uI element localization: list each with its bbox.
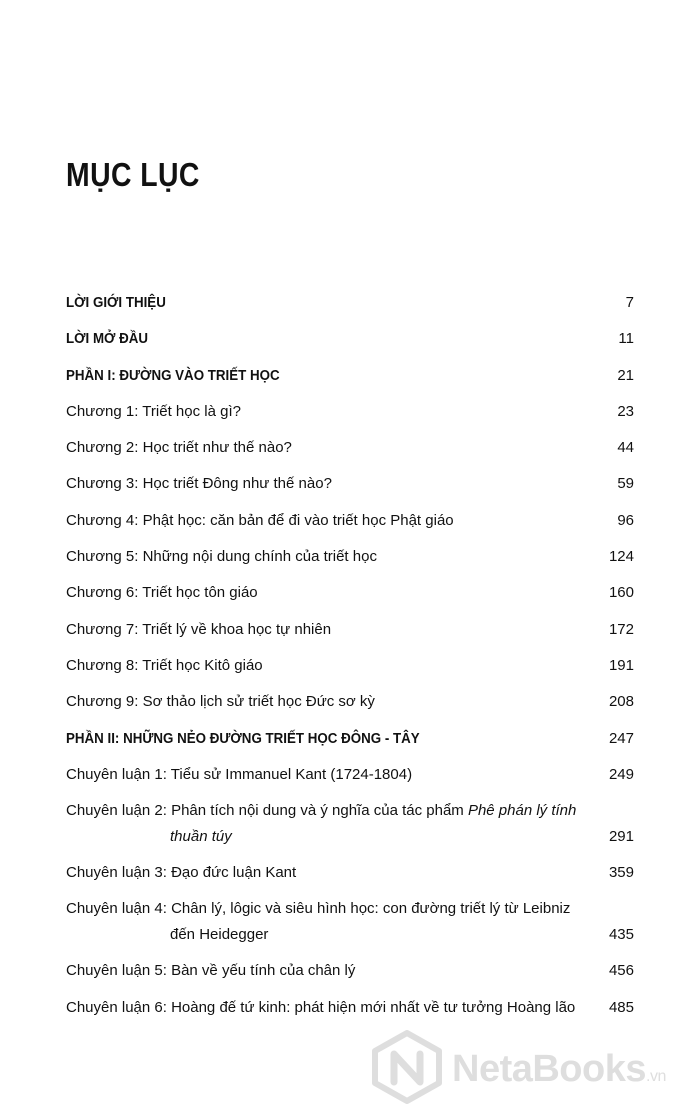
- watermark-brand: NetaBooks: [452, 1048, 646, 1090]
- toc-entry-page: 359: [608, 864, 634, 882]
- toc-entry-title: PHẦN I: ĐƯỜNG VÀO TRIẾT HỌC: [66, 367, 280, 384]
- toc-entry-preface[interactable]: [66, 329, 634, 365]
- toc-entry-title: LỜI GIỚI THIỆU: [66, 295, 166, 311]
- toc-entry-title: Chương 6: Triết học tôn giáo: [66, 584, 258, 602]
- table-of-contents: [66, 293, 634, 1034]
- toc-entry-title: Chương 5: Những nội dung chính của triết học: [66, 548, 377, 566]
- toc-entry-front-intro[interactable]: [66, 293, 634, 329]
- toc-entry-chapter-8[interactable]: [66, 656, 634, 692]
- toc-entry-page: 7: [625, 294, 634, 311]
- toc-entry-title-line1: [66, 801, 576, 821]
- toc-entry-title: Chương 2: Học triết như thế nào?: [66, 439, 292, 457]
- toc-entry-title: Chân lý, lôgic và siêu hình học: con đường triết lý từ Leibniz: [171, 900, 571, 918]
- toc-entry-chapter-1[interactable]: [66, 402, 634, 438]
- toc-entry-title: Chương 1: Triết học là gì?: [66, 402, 241, 420]
- toc-entry-page: 160: [608, 584, 634, 602]
- toc-entry-page: 435: [608, 926, 634, 944]
- toc-entry-title: Chương 4: Phật học: căn bản để đi vào triết học Phật giáo: [66, 511, 454, 529]
- watermark: [370, 1030, 700, 1110]
- page-title: MỤC LỤC: [66, 156, 200, 193]
- toc-entry-chapter-7[interactable]: [66, 620, 634, 656]
- netabooks-logo-icon: [370, 1030, 444, 1104]
- toc-entry-title-line1: [66, 899, 570, 919]
- toc-entry-page: 456: [608, 962, 634, 980]
- toc-entry-title: Chương 9: Sơ thảo lịch sử triết học Đức sơ kỳ: [66, 693, 375, 711]
- toc-entry-title-line2: thuần túy: [170, 828, 232, 846]
- toc-entry-chapter-6[interactable]: [66, 583, 634, 619]
- toc-entry-title: LỜI MỞ ĐẦU: [66, 331, 149, 348]
- toc-entry-title: Chuyên luận 1: Tiểu sử Immanuel Kant (1724-1804): [66, 765, 413, 783]
- toc-entry-title: Chương 3: Học triết Đông như thế nào?: [66, 475, 332, 493]
- toc-entry-title: PHẦN II: NHỮNG NẺO ĐƯỜNG TRIẾT HỌC ĐÔNG - TÂY: [66, 730, 420, 747]
- toc-entry-page: 247: [608, 729, 634, 747]
- toc-entry-page: 44: [617, 439, 634, 457]
- toc-entry-essay-5[interactable]: [66, 961, 634, 997]
- toc-entry-page: 21: [617, 366, 634, 384]
- toc-entry-page: 124: [608, 548, 634, 566]
- toc-entry-work-title: Phê phán lý tính: [467, 802, 577, 820]
- toc-entry-chapter-4[interactable]: [66, 511, 634, 547]
- toc-entry-page: 59: [617, 475, 634, 493]
- toc-entry-page: 191: [608, 656, 634, 674]
- toc-entry-title: Chuyên luận 3: Đạo đức luận Kant: [66, 864, 297, 882]
- toc-entry-part-2[interactable]: [66, 729, 634, 765]
- toc-entry-essay-4[interactable]: [66, 899, 634, 961]
- toc-entry-number: Chuyên luận 2:: [66, 802, 167, 820]
- toc-entry-page: 485: [608, 998, 634, 1016]
- toc-entry-essay-1[interactable]: [66, 765, 634, 801]
- toc-entry-chapter-9[interactable]: [66, 692, 634, 728]
- toc-entry-essay-3[interactable]: [66, 863, 634, 899]
- toc-entry-page: 11: [618, 330, 634, 348]
- watermark-text: [452, 1048, 666, 1091]
- toc-entry-title: Phân tích nội dung và ý nghĩa của tác phẩm: [171, 802, 464, 820]
- toc-entry-page: 291: [608, 828, 634, 846]
- toc-entry-chapter-2[interactable]: [66, 438, 634, 474]
- toc-entry-chapter-3[interactable]: [66, 474, 634, 510]
- toc-entry-chapter-5[interactable]: [66, 547, 634, 583]
- toc-entry-essay-2[interactable]: [66, 801, 634, 863]
- toc-entry-page: 208: [608, 693, 634, 711]
- toc-entry-page: 249: [608, 765, 634, 783]
- toc-entry-title: Chương 7: Triết lý về khoa học tự nhiên: [66, 620, 332, 638]
- toc-entry-essay-6[interactable]: [66, 998, 634, 1034]
- toc-entry-page: 96: [617, 511, 634, 529]
- toc-entry-title: Chương 8: Triết học Kitô giáo: [66, 656, 263, 674]
- toc-entry-title: Chuyên luận 6: Hoàng đế tứ kinh: phát hiện mới nhất về tư tưởng Hoàng lão: [66, 998, 576, 1016]
- toc-entry-part-1[interactable]: [66, 366, 634, 402]
- toc-entry-title-line2: đến Heidegger: [170, 926, 269, 944]
- toc-entry-page: 23: [617, 402, 634, 420]
- toc-entry-title: Chuyên luận 5: Bàn về yếu tính của chân lý: [66, 962, 356, 980]
- watermark-suffix: .vn: [646, 1068, 666, 1085]
- toc-entry-page: 172: [608, 620, 634, 638]
- toc-entry-number: Chuyên luận 4:: [66, 900, 167, 918]
